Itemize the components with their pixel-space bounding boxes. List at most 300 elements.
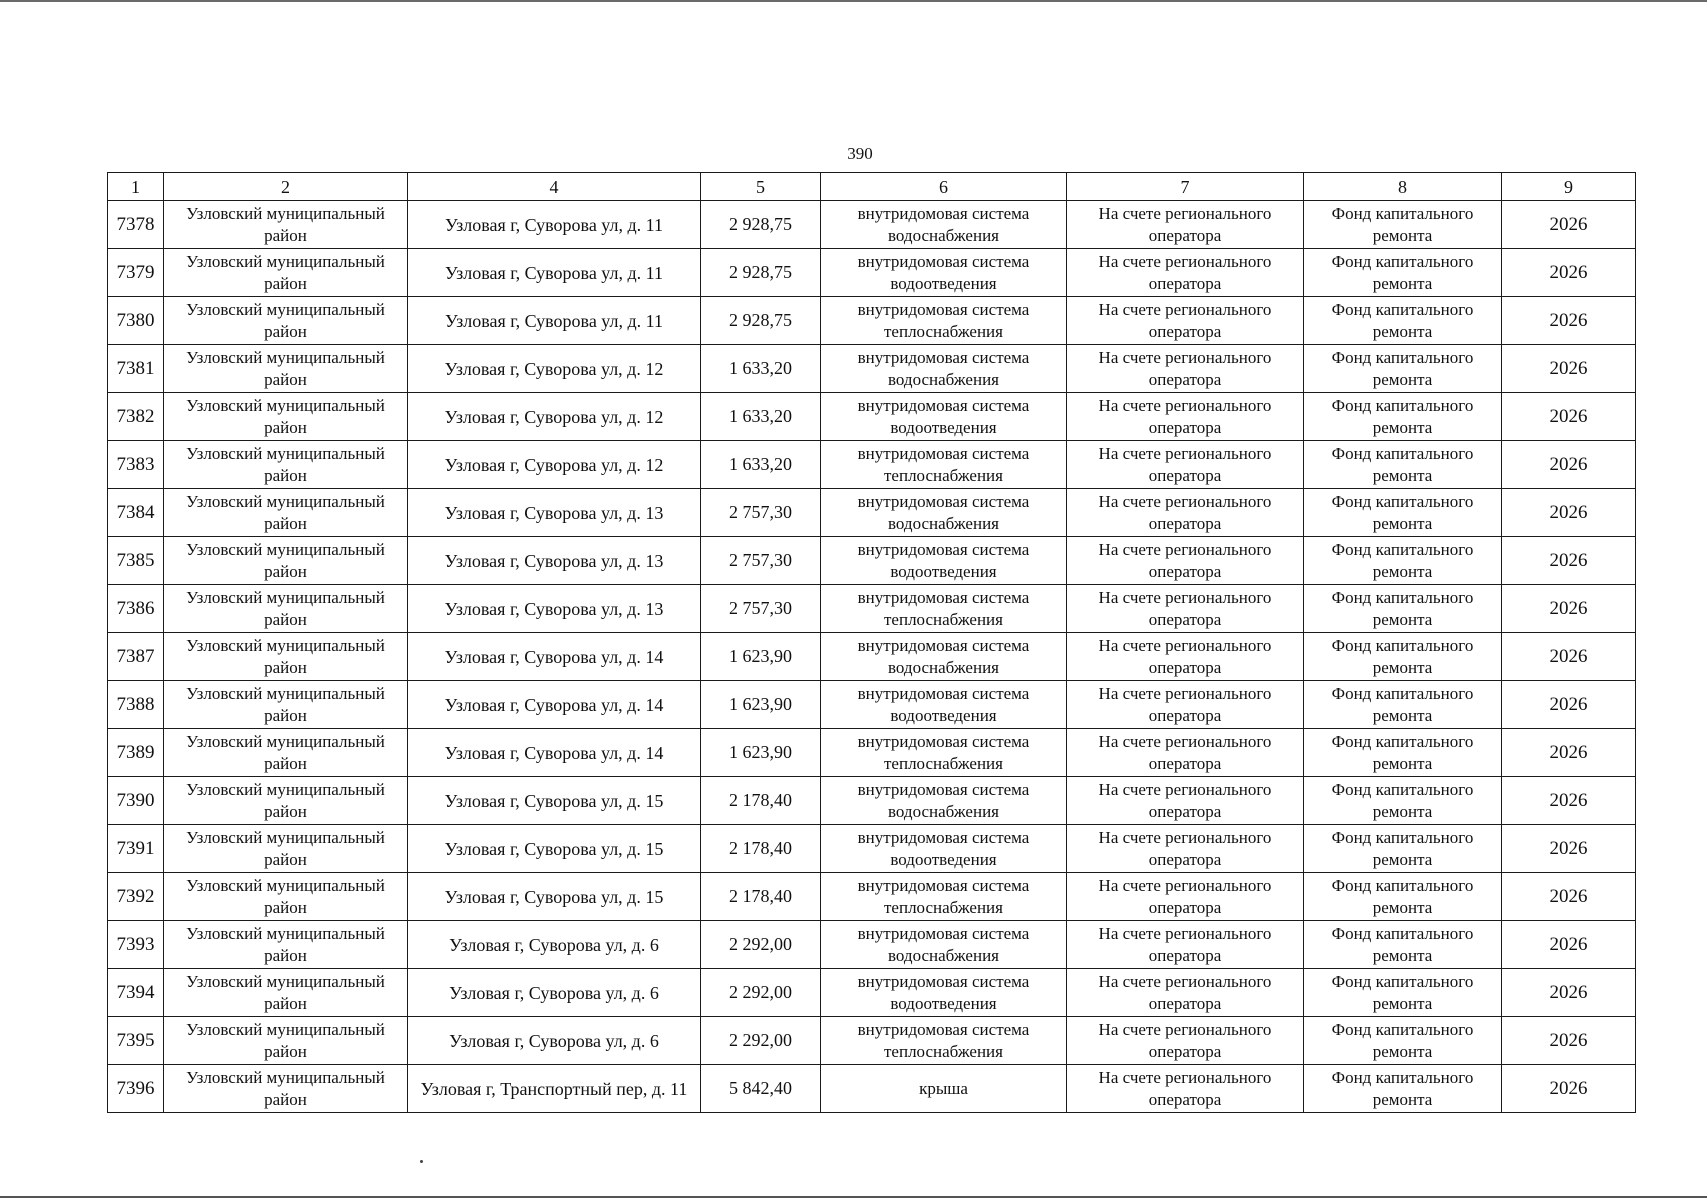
account-cell-text: На счете регионального — [1098, 299, 1272, 319]
system-cell-text: внутридомовая система — [857, 1019, 1030, 1039]
fund-cell — [1304, 633, 1502, 681]
year-cell-text: 2026 — [1549, 693, 1588, 715]
account-cell — [1067, 393, 1304, 441]
system-cell-text: внутридомовая система — [857, 875, 1030, 895]
row-number — [108, 729, 164, 777]
account-cell-text: На счете регионального — [1098, 923, 1272, 943]
district-cell-text: район — [264, 465, 307, 485]
row-number-text: 7383 — [116, 453, 155, 475]
system-cell-text: теплоснабжения — [884, 609, 1003, 629]
address-cell-text: Узловая г, Суворова ул, д. 14 — [444, 742, 664, 763]
district-cell-text: Узловский муниципальный — [186, 827, 385, 847]
account-cell-text: оператора — [1148, 465, 1222, 485]
account-cell — [1067, 585, 1304, 633]
system-cell — [821, 681, 1067, 729]
year-cell — [1502, 633, 1636, 681]
area-cell — [701, 729, 821, 777]
table-row — [108, 201, 1636, 249]
address-cell-text: Узловая г, Суворова ул, д. 11 — [444, 310, 663, 331]
table-row — [108, 873, 1636, 921]
area-cell-text: 2 757,30 — [729, 598, 792, 618]
fund-cell — [1304, 393, 1502, 441]
row-number — [108, 393, 164, 441]
fund-cell-text: ремонта — [1372, 705, 1433, 725]
year-cell — [1502, 873, 1636, 921]
area-cell — [701, 393, 821, 441]
district-cell-text: Узловский муниципальный — [186, 635, 385, 655]
address-cell — [408, 441, 701, 489]
district-cell-text: район — [264, 1041, 307, 1061]
district-cell-text: Узловский муниципальный — [186, 395, 385, 415]
area-cell — [701, 297, 821, 345]
year-cell — [1502, 921, 1636, 969]
fund-cell — [1304, 729, 1502, 777]
fund-cell-text: ремонта — [1372, 945, 1433, 965]
district-cell — [164, 249, 408, 297]
year-cell-text: 2026 — [1549, 549, 1588, 571]
district-cell-text: район — [264, 897, 307, 917]
district-cell-text: район — [264, 753, 307, 773]
fund-cell-text: Фонд капитального — [1331, 875, 1474, 895]
area-cell — [701, 633, 821, 681]
row-number-text: 7385 — [116, 549, 155, 571]
address-cell — [408, 1065, 701, 1113]
district-cell-text: Узловский муниципальный — [186, 443, 385, 463]
address-cell — [408, 729, 701, 777]
fund-cell — [1304, 873, 1502, 921]
area-cell-text: 2 178,40 — [729, 886, 792, 906]
district-cell-text: район — [264, 225, 307, 245]
district-cell — [164, 201, 408, 249]
year-cell — [1502, 201, 1636, 249]
area-cell — [701, 921, 821, 969]
scan-edge-top — [0, 0, 1707, 2]
address-cell-text: Узловая г, Суворова ул, д. 6 — [449, 982, 659, 1003]
address-cell-text: Узловая г, Суворова ул, д. 12 — [444, 454, 664, 475]
fund-cell-text: ремонта — [1372, 849, 1433, 869]
account-cell-text: На счете регионального — [1098, 1067, 1272, 1087]
account-cell-text: На счете регионального — [1098, 683, 1272, 703]
district-cell-text: Узловский муниципальный — [186, 731, 385, 751]
area-cell — [701, 441, 821, 489]
account-cell-text: оператора — [1148, 753, 1222, 773]
address-cell-text: Узловая г, Суворова ул, д. 6 — [449, 934, 659, 955]
row-number-text: 7391 — [116, 837, 155, 859]
district-cell-text: район — [264, 993, 307, 1013]
fund-cell-text: Фонд капитального — [1331, 779, 1474, 799]
fund-cell-text: ремонта — [1372, 321, 1433, 341]
fund-cell-text: ремонта — [1372, 465, 1433, 485]
fund-cell-text: Фонд капитального — [1331, 203, 1474, 223]
row-number — [108, 537, 164, 585]
account-cell — [1067, 201, 1304, 249]
account-cell-text: оператора — [1148, 1089, 1222, 1109]
page-number: 390 — [847, 144, 873, 163]
account-cell — [1067, 1017, 1304, 1065]
account-cell — [1067, 825, 1304, 873]
district-cell — [164, 633, 408, 681]
system-cell-text: водоснабжения — [888, 657, 999, 677]
table-row — [108, 537, 1636, 585]
account-cell-text: На счете регионального — [1098, 875, 1272, 895]
district-cell-text: район — [264, 273, 307, 293]
system-cell-text: теплоснабжения — [884, 465, 1003, 485]
system-cell — [821, 393, 1067, 441]
fund-cell-text: ремонта — [1372, 225, 1433, 245]
account-cell-text: На счете регионального — [1098, 635, 1272, 655]
area-cell-text: 2 292,00 — [729, 934, 792, 954]
account-cell — [1067, 969, 1304, 1017]
fund-cell-text: Фонд капитального — [1331, 971, 1474, 991]
system-cell-text: теплоснабжения — [884, 753, 1003, 773]
system-cell — [821, 633, 1067, 681]
account-cell-text: оператора — [1148, 609, 1222, 629]
row-number-text: 7382 — [116, 405, 155, 427]
system-cell-text: теплоснабжения — [884, 321, 1003, 341]
address-cell — [408, 489, 701, 537]
column-header: 4 — [408, 173, 701, 201]
row-number — [108, 633, 164, 681]
table-row — [108, 249, 1636, 297]
fund-cell — [1304, 297, 1502, 345]
account-cell-text: оператора — [1148, 561, 1222, 581]
fund-cell-text: Фонд капитального — [1331, 587, 1474, 607]
account-cell-text: оператора — [1148, 945, 1222, 965]
account-cell-text: оператора — [1148, 225, 1222, 245]
column-header: 7 — [1067, 173, 1304, 201]
column-header: 5 — [701, 173, 821, 201]
year-cell-text: 2026 — [1549, 261, 1588, 283]
account-cell-text: На счете регионального — [1098, 779, 1272, 799]
system-cell — [821, 249, 1067, 297]
area-cell-text: 2 928,75 — [729, 262, 792, 282]
address-cell-text: Узловая г, Суворова ул, д. 15 — [444, 838, 664, 859]
address-cell — [408, 585, 701, 633]
area-cell — [701, 969, 821, 1017]
fund-cell-text: ремонта — [1372, 1041, 1433, 1061]
system-cell-text: водоснабжения — [888, 945, 999, 965]
year-cell — [1502, 489, 1636, 537]
fund-cell — [1304, 249, 1502, 297]
row-number — [108, 441, 164, 489]
address-cell — [408, 825, 701, 873]
year-cell — [1502, 825, 1636, 873]
account-cell — [1067, 345, 1304, 393]
area-cell — [701, 249, 821, 297]
fund-cell-text: ремонта — [1372, 369, 1433, 389]
district-cell-text: Узловский муниципальный — [186, 347, 385, 367]
fund-cell-text: Фонд капитального — [1331, 443, 1474, 463]
system-cell-text: внутридомовая система — [857, 971, 1030, 991]
system-cell — [821, 441, 1067, 489]
district-cell — [164, 441, 408, 489]
district-cell-text: Узловский муниципальный — [186, 203, 385, 223]
system-cell-text: внутридомовая система — [857, 443, 1030, 463]
row-number — [108, 969, 164, 1017]
system-cell-text: внутридомовая система — [857, 203, 1030, 223]
fund-cell — [1304, 681, 1502, 729]
row-number-text: 7388 — [116, 693, 155, 715]
fund-cell-text: Фонд капитального — [1331, 1019, 1474, 1039]
area-cell-text: 2 292,00 — [729, 1030, 792, 1050]
system-cell-text: крыша — [919, 1078, 968, 1098]
year-cell — [1502, 681, 1636, 729]
year-cell-text: 2026 — [1549, 837, 1588, 859]
year-cell-text: 2026 — [1549, 981, 1588, 1003]
row-number-text: 7384 — [116, 501, 155, 523]
year-cell — [1502, 777, 1636, 825]
table-row — [108, 1065, 1636, 1113]
system-cell-text: внутридомовая система — [857, 395, 1030, 415]
system-cell — [821, 201, 1067, 249]
row-number — [108, 585, 164, 633]
fund-cell-text: ремонта — [1372, 609, 1433, 629]
account-cell-text: На счете регионального — [1098, 395, 1272, 415]
district-cell — [164, 825, 408, 873]
area-cell-text: 1 623,90 — [729, 646, 792, 666]
area-cell-text: 1 633,20 — [729, 358, 792, 378]
address-cell — [408, 201, 701, 249]
account-cell-text: На счете регионального — [1098, 539, 1272, 559]
account-cell — [1067, 537, 1304, 585]
area-cell — [701, 201, 821, 249]
row-number-text: 7387 — [116, 645, 155, 667]
account-cell-text: оператора — [1148, 417, 1222, 437]
fund-cell — [1304, 1065, 1502, 1113]
fund-cell — [1304, 921, 1502, 969]
row-number-text: 7381 — [116, 357, 155, 379]
year-cell — [1502, 441, 1636, 489]
address-cell-text: Узловая г, Суворова ул, д. 13 — [444, 550, 664, 571]
year-cell-text: 2026 — [1549, 741, 1588, 763]
row-number — [108, 1017, 164, 1065]
area-cell-text: 2 178,40 — [729, 790, 792, 810]
area-cell-text: 2 178,40 — [729, 838, 792, 858]
district-cell-text: Узловский муниципальный — [186, 587, 385, 607]
account-cell-text: На счете регионального — [1098, 347, 1272, 367]
fund-cell-text: ремонта — [1372, 273, 1433, 293]
system-cell — [821, 585, 1067, 633]
district-cell-text: Узловский муниципальный — [186, 779, 385, 799]
column-header: 1 — [108, 173, 164, 201]
address-cell-text: Узловая г, Суворова ул, д. 13 — [444, 598, 664, 619]
year-cell-text: 2026 — [1549, 357, 1588, 379]
district-cell — [164, 921, 408, 969]
district-cell — [164, 585, 408, 633]
fund-cell-text: Фонд капитального — [1331, 539, 1474, 559]
district-cell-text: Узловский муниципальный — [186, 1019, 385, 1039]
fund-cell-text: Фонд капитального — [1331, 827, 1474, 847]
system-cell-text: внутридомовая система — [857, 635, 1030, 655]
fund-cell — [1304, 777, 1502, 825]
account-cell-text: На счете регионального — [1098, 587, 1272, 607]
account-cell — [1067, 489, 1304, 537]
fund-cell-text: Фонд капитального — [1331, 395, 1474, 415]
system-cell-text: теплоснабжения — [884, 897, 1003, 917]
address-cell — [408, 681, 701, 729]
year-cell — [1502, 297, 1636, 345]
address-cell-text: Узловая г, Суворова ул, д. 14 — [444, 694, 664, 715]
account-cell — [1067, 729, 1304, 777]
account-cell-text: На счете регионального — [1098, 491, 1272, 511]
row-number-text: 7390 — [116, 789, 155, 811]
district-cell — [164, 537, 408, 585]
system-cell-text: внутридомовая система — [857, 779, 1030, 799]
account-cell — [1067, 777, 1304, 825]
district-cell-text: Узловский муниципальный — [186, 971, 385, 991]
fund-cell — [1304, 585, 1502, 633]
row-number-text: 7386 — [116, 597, 155, 619]
district-cell-text: район — [264, 801, 307, 821]
row-number-text: 7392 — [116, 885, 155, 907]
district-cell — [164, 777, 408, 825]
table-row — [108, 633, 1636, 681]
column-header: 8 — [1304, 173, 1502, 201]
fund-cell-text: Фонд капитального — [1331, 683, 1474, 703]
address-cell-text: Узловая г, Суворова ул, д. 15 — [444, 790, 664, 811]
address-cell-text: Узловая г, Суворова ул, д. 15 — [444, 886, 664, 907]
table-row — [108, 777, 1636, 825]
system-cell — [821, 777, 1067, 825]
account-cell-text: На счете регионального — [1098, 1019, 1272, 1039]
district-cell-text: Узловский муниципальный — [186, 1067, 385, 1087]
account-cell — [1067, 297, 1304, 345]
system-cell-text: водоснабжения — [888, 369, 999, 389]
fund-cell-text: ремонта — [1372, 513, 1433, 533]
system-cell-text: внутридомовая система — [857, 251, 1030, 271]
system-cell — [821, 873, 1067, 921]
system-cell — [821, 537, 1067, 585]
account-cell-text: оператора — [1148, 657, 1222, 677]
account-cell-text: оператора — [1148, 273, 1222, 293]
district-cell — [164, 345, 408, 393]
table-row — [108, 921, 1636, 969]
district-cell — [164, 969, 408, 1017]
account-cell-text: оператора — [1148, 705, 1222, 725]
table-row — [108, 969, 1636, 1017]
fund-cell-text: ремонта — [1372, 801, 1433, 821]
address-cell-text: Узловая г, Суворова ул, д. 12 — [444, 406, 664, 427]
district-cell-text: район — [264, 513, 307, 533]
row-number-text: 7395 — [116, 1029, 155, 1051]
row-number-text: 7379 — [116, 261, 155, 283]
account-cell-text: На счете регионального — [1098, 971, 1272, 991]
address-cell — [408, 633, 701, 681]
fund-cell-text: ремонта — [1372, 657, 1433, 677]
fund-cell — [1304, 345, 1502, 393]
address-cell — [408, 393, 701, 441]
account-cell-text: оператора — [1148, 897, 1222, 917]
year-cell-text: 2026 — [1549, 789, 1588, 811]
system-cell — [821, 489, 1067, 537]
area-cell — [701, 1065, 821, 1113]
district-cell-text: Узловский муниципальный — [186, 923, 385, 943]
account-cell-text: оператора — [1148, 1041, 1222, 1061]
account-cell — [1067, 1065, 1304, 1113]
district-cell — [164, 489, 408, 537]
district-cell-text: район — [264, 609, 307, 629]
row-number — [108, 201, 164, 249]
area-cell-text: 2 928,75 — [729, 310, 792, 330]
address-cell — [408, 1017, 701, 1065]
system-cell-text: водоотведения — [890, 705, 997, 725]
district-cell-text: Узловский муниципальный — [186, 539, 385, 559]
district-cell-text: район — [264, 849, 307, 869]
district-cell — [164, 297, 408, 345]
account-cell — [1067, 441, 1304, 489]
district-cell-text: Узловский муниципальный — [186, 491, 385, 511]
fund-cell-text: ремонта — [1372, 1089, 1433, 1109]
district-cell-text: Узловский муниципальный — [186, 875, 385, 895]
year-cell-text: 2026 — [1549, 309, 1588, 331]
address-cell — [408, 297, 701, 345]
account-cell — [1067, 681, 1304, 729]
district-cell — [164, 729, 408, 777]
system-cell — [821, 729, 1067, 777]
area-cell-text: 2 292,00 — [729, 982, 792, 1002]
row-number — [108, 873, 164, 921]
year-cell — [1502, 345, 1636, 393]
fund-cell — [1304, 969, 1502, 1017]
address-cell-text: Узловая г, Суворова ул, д. 11 — [444, 262, 663, 283]
district-cell — [164, 681, 408, 729]
fund-cell-text: ремонта — [1372, 897, 1433, 917]
fund-cell-text: Фонд капитального — [1331, 731, 1474, 751]
system-cell-text: водоотведения — [890, 993, 997, 1013]
row-number — [108, 297, 164, 345]
system-cell-text: водоснабжения — [888, 513, 999, 533]
district-cell — [164, 1065, 408, 1113]
area-cell — [701, 537, 821, 585]
account-cell-text: оператора — [1148, 849, 1222, 869]
fund-cell-text: ремонта — [1372, 753, 1433, 773]
address-cell — [408, 921, 701, 969]
header-row — [108, 173, 1636, 201]
column-header: 2 — [164, 173, 408, 201]
district-cell-text: район — [264, 657, 307, 677]
row-number — [108, 825, 164, 873]
area-cell-text: 1 623,90 — [729, 694, 792, 714]
row-number-text: 7378 — [116, 213, 155, 235]
area-cell — [701, 585, 821, 633]
district-cell-text: район — [264, 417, 307, 437]
system-cell — [821, 1065, 1067, 1113]
address-cell-text: Узловая г, Суворова ул, д. 6 — [449, 1030, 659, 1051]
account-cell — [1067, 633, 1304, 681]
account-cell-text: На счете регионального — [1098, 203, 1272, 223]
account-cell-text: На счете регионального — [1098, 731, 1272, 751]
district-cell-text: район — [264, 369, 307, 389]
area-cell — [701, 1017, 821, 1065]
system-cell — [821, 345, 1067, 393]
fund-cell-text: Фонд капитального — [1331, 251, 1474, 271]
table-row — [108, 1017, 1636, 1065]
system-cell-text: внутридомовая система — [857, 587, 1030, 607]
system-cell — [821, 921, 1067, 969]
capital-repair-table — [107, 172, 1636, 1113]
table-row — [108, 585, 1636, 633]
row-number — [108, 345, 164, 393]
year-cell — [1502, 1065, 1636, 1113]
scan-speck — [420, 1160, 423, 1163]
year-cell-text: 2026 — [1549, 885, 1588, 907]
fund-cell-text: Фонд капитального — [1331, 635, 1474, 655]
column-header: 6 — [821, 173, 1067, 201]
system-cell-text: внутридомовая система — [857, 923, 1030, 943]
district-cell — [164, 393, 408, 441]
year-cell-text: 2026 — [1549, 453, 1588, 475]
address-cell-text: Узловая г, Суворова ул, д. 11 — [444, 214, 663, 235]
